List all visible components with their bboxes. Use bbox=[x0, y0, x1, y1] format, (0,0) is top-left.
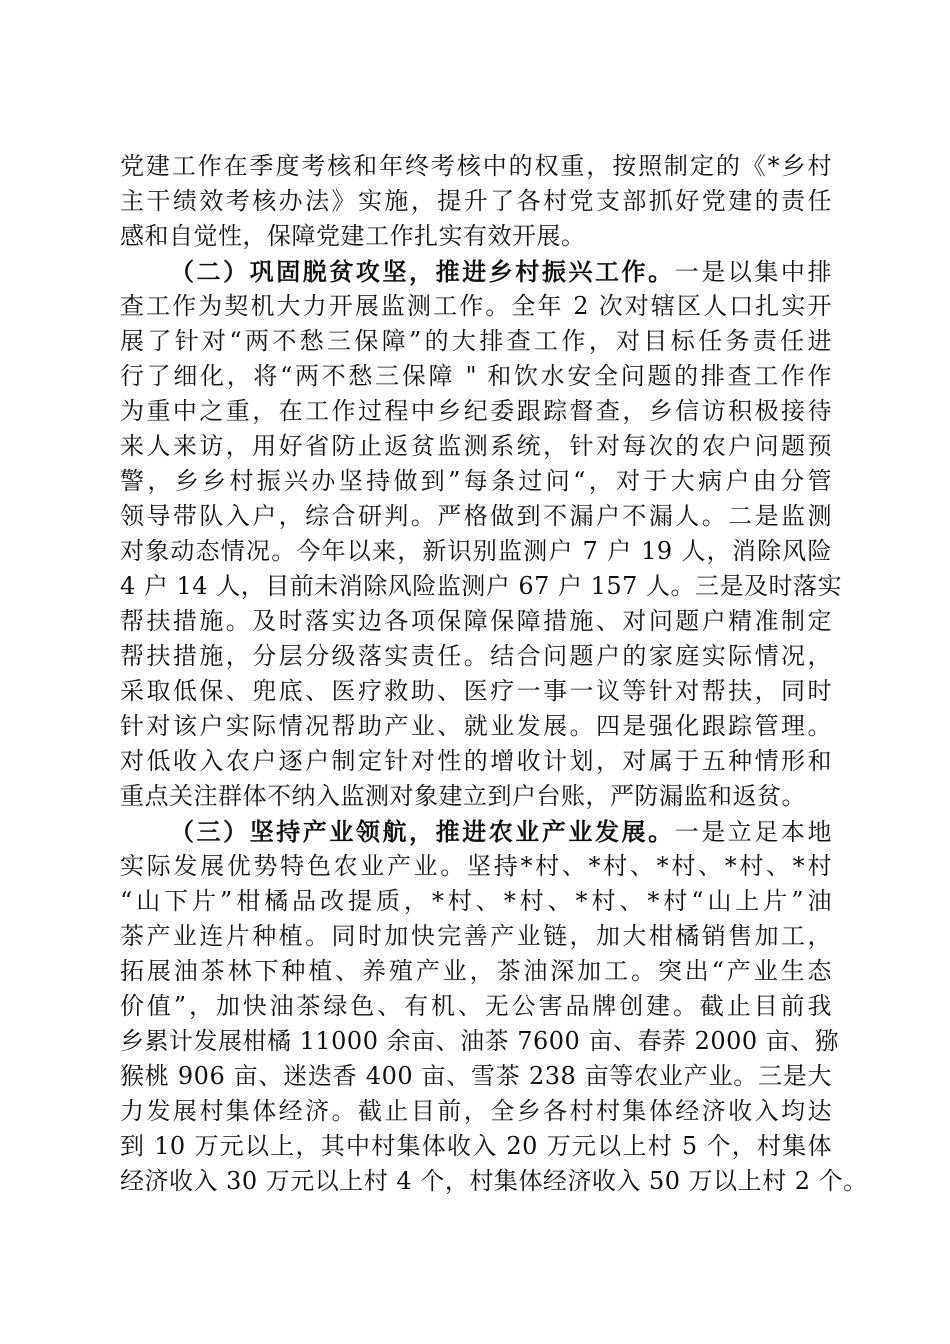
paragraph-3-line: 拓展油茶林下种植、养殖产业，茶油深加工。突出“产业生态 bbox=[120, 957, 832, 985]
section-2-heading: （二）巩固脱贫攻坚，推进乡村振兴工作。 bbox=[170, 257, 675, 286]
section-3-heading: （三）坚持产业领航，推进农业产业发展。 bbox=[170, 817, 675, 846]
paragraph-3-line: 茶产业连片种植。同时加快完善产业链，加大柑橘销售加工， bbox=[120, 922, 832, 950]
paragraph-2-line: 帮扶措施。及时落实边各项保障保障措施、对问题户精准制定 bbox=[120, 607, 832, 635]
paragraph-1-line-2: 主干绩效考核办法》实施，提升了各村党支部抓好党建的责任 bbox=[120, 187, 832, 215]
paragraph-1-line-1: 党建工作在季度考核和年终考核中的权重，按照制定的《*乡村 bbox=[120, 152, 832, 180]
paragraph-2-line: 展了针对“两不愁三保障”的大排查工作，对目标任务责任进 bbox=[120, 327, 832, 355]
paragraph-3-line: 实际发展优势特色农业产业。坚持*村、*村、*村、*村、*村 bbox=[120, 852, 832, 880]
paragraph-3-first-line bbox=[120, 814, 832, 849]
paragraph-3-line: 乡累计发展柑橘 11000 余亩、油茶 7600 亩、春荞 2000 亩、猕 bbox=[120, 1027, 840, 1055]
paragraph-3-line: “山下片”柑橘品改提质，*村、*村、*村、*村“山上片”油 bbox=[120, 887, 832, 915]
paragraph-1-line-3: 感和自觉性，保障党建工作扎实有效开展。 bbox=[120, 222, 586, 250]
paragraph-2-first-line bbox=[120, 254, 832, 289]
paragraph-3-line: 力发展村集体经济。截止目前，全乡各村村集体经济收入均达 bbox=[120, 1097, 832, 1125]
paragraph-2-line: 为重中之重，在工作过程中乡纪委跟踪督查，乡信访积极接待 bbox=[120, 397, 832, 425]
paragraph-3-line: 经济收入 30 万元以上村 4 个，村集体经济收入 50 万以上村 2 个。 bbox=[120, 1167, 868, 1195]
paragraph-2-line: 重点关注群体不纳入监测对象建立到户台账，严防漏监和返贫。 bbox=[120, 782, 806, 810]
paragraph-2-line: 帮扶措施，分层分级落实责任。结合问题户的家庭实际情况， bbox=[120, 642, 832, 670]
paragraph-2-line: 对低收入农户逐户制定针对性的增收计划，对属于五种情形和 bbox=[120, 747, 832, 775]
paragraph-2-line: 4 户 14 人，目前未消除风险监测户 67 户 157 人。三是及时落实 bbox=[120, 572, 843, 600]
paragraph-2-line: 行了细化，将“两不愁三保障 " 和饮水安全问题的排查工作作 bbox=[120, 362, 832, 390]
document-body bbox=[120, 149, 868, 1199]
paragraph-2-line: 查工作为契机大力开展监测工作。全年 2 次对辖区人口扎实开 bbox=[120, 292, 832, 320]
paragraph-2-line: 针对该户实际情况帮助产业、就业发展。四是强化跟踪管理。 bbox=[120, 712, 832, 740]
paragraph-2-first-line-rest: 一是以集中排 bbox=[674, 258, 832, 286]
paragraph-3-line: 猴桃 906 亩、迷迭香 400 亩、雪茶 238 亩等农业产业。三是大 bbox=[120, 1062, 832, 1090]
paragraph-2-line: 领导带队入户，综合研判。严格做到不漏户不漏人。二是监测 bbox=[120, 502, 832, 530]
paragraph-2-line: 来人来访，用好省防止返贫监测系统，针对每次的农户问题预 bbox=[120, 432, 832, 460]
paragraph-2-line: 采取低保、兜底、医疗救助、医疗一事一议等针对帮扶，同时 bbox=[120, 677, 832, 705]
paragraph-3-line: 价值”，加快油茶绿色、有机、无公害品牌创建。截止目前我 bbox=[120, 992, 832, 1020]
paragraph-3-first-line-rest: 一是立足本地 bbox=[674, 818, 832, 846]
paragraph-3-line: 到 10 万元以上，其中村集体收入 20 万元以上村 5 个，村集体 bbox=[120, 1132, 832, 1160]
paragraph-2-line: 对象动态情况。今年以来，新识别监测户 7 户 19 人，消除风险 bbox=[120, 537, 832, 565]
paragraph-2-line: 警，乡乡村振兴办坚持做到”每条过问“，对于大病户由分管 bbox=[120, 467, 832, 495]
